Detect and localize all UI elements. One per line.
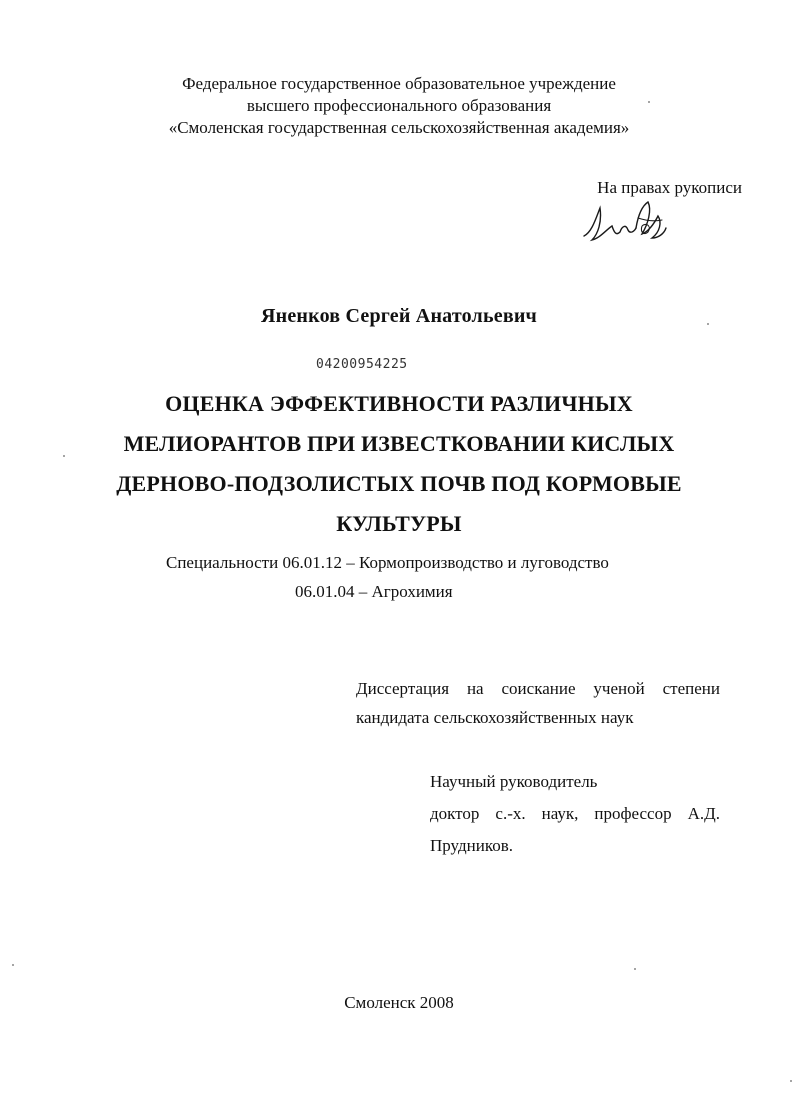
author-name: Яненков Сергей Анатольевич [260, 305, 538, 327]
supervisor-degree-block [430, 804, 720, 824]
scan-speck [707, 323, 709, 325]
institution-line-1: Федеральное государственное образовательное учреждение [182, 74, 616, 93]
dissertation-line-2: кандидата сельскохозяйственных наук [356, 708, 634, 727]
dissertation-line-1: Диссертация на соискание ученой степени [356, 679, 720, 698]
supervisor-line-2: доктор с.-х. наук, профессор А.Д. [430, 804, 720, 823]
title-line-4: КУЛЬТУРЫ [336, 511, 462, 536]
rights-note: На правах рукописи [597, 178, 742, 197]
city-year: Смоленск 2008 [344, 993, 454, 1012]
dissertation-degree-block [356, 679, 720, 699]
title-line-1: ОЦЕНКА ЭФФЕКТИВНОСТИ РАЗЛИЧНЫХ [165, 391, 633, 416]
signature-mark [578, 196, 670, 248]
title-line-2: МЕЛИОРАНТОВ ПРИ ИЗВЕСТКОВАНИИ КИСЛЫХ [123, 431, 675, 456]
scan-speck [63, 455, 65, 457]
supervisor-line-1: Научный руководитель [430, 772, 598, 791]
institution-line-2: высшего профессионального образования [246, 96, 552, 115]
institution-line-3: «Смоленская государственная сельскохозяйственная академия» [168, 118, 630, 137]
registration-code: 04200954225 [316, 357, 408, 372]
scan-speck [790, 1080, 792, 1082]
specialty-line-2: 06.01.04 – Агрохимия [295, 582, 453, 601]
title-line-3: ДЕРНОВО-ПОДЗОЛИСТЫХ ПОЧВ ПОД КОРМОВЫЕ [116, 471, 682, 496]
supervisor-line-3: Прудников. [430, 836, 513, 855]
scan-speck [648, 101, 650, 103]
scan-speck [12, 964, 14, 966]
scan-speck [634, 968, 636, 970]
specialty-line-1: Специальности 06.01.12 – Кормопроизводство и луговодство [166, 553, 609, 572]
